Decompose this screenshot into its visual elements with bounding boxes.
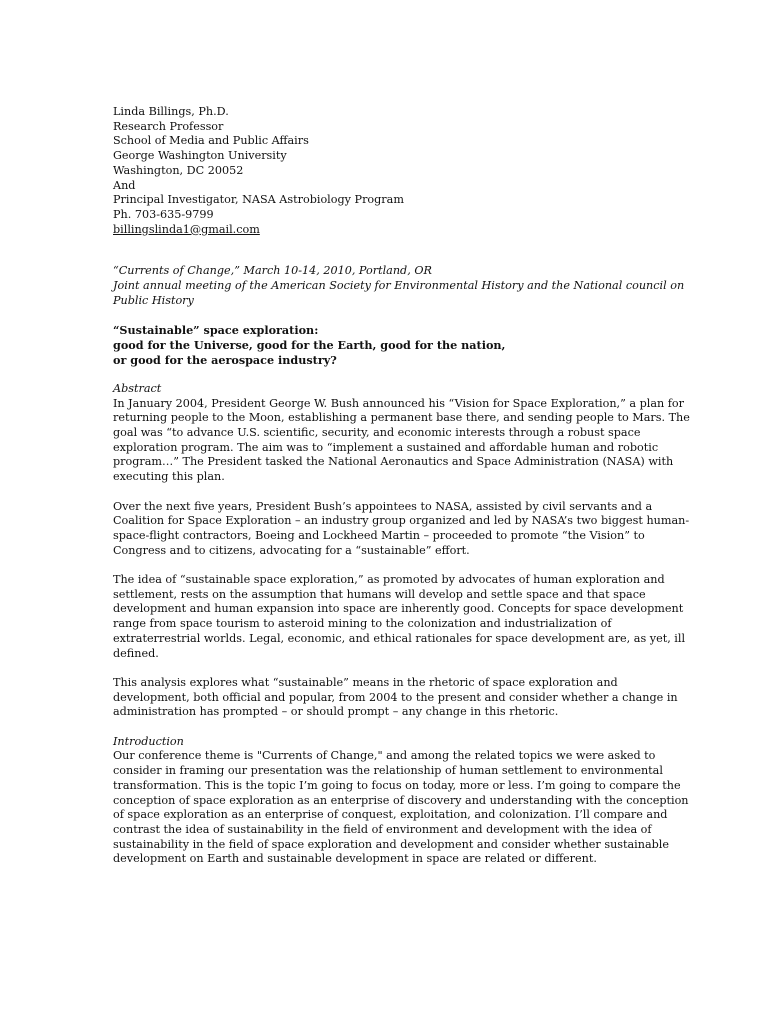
paragraph-line: of space exploration as an enterprise of conquest, exploitation, and colonization. I’ll compare and [113,808,668,822]
paragraph-line: consider in framing our presentation was the relationship of human settlement to environmental [113,764,663,778]
paragraph-line: goal was “to advance U.S. scientific, security, and economic interests through a robust space [113,426,641,440]
introduction-heading: Introduction [113,734,184,748]
abstract-paragraph-2 [113,499,690,559]
paragraph-line: returning people to the Moon, establishing a permanent base there, and sending people to Mars. The [113,411,690,425]
paragraph-line: The idea of “sustainable space exploration,” as promoted by advocates of human exploration and [113,573,665,587]
abstract-heading: Abstract [113,381,162,395]
abstract-section [113,381,690,720]
paragraph-line: Coalition for Space Exploration – an industry group organized and led by NASA’s two biggest human- [113,514,690,528]
author-address: Washington, DC 20052 [113,163,244,177]
paragraph-line: sustainability in the field of space exploration and development and consider whether sustainable [113,837,669,851]
paragraph-line: space-flight contractors, Boeing and Lockheed Martin – proceeded to promote “the Vision” to [113,528,645,542]
author-block [113,105,658,237]
paragraph-line: program…” The President tasked the National Aeronautics and Space Administration (NASA) with [113,455,674,469]
document-page [113,105,690,867]
conference-line-1: “Currents of Change,” March 10-14, 2010, Portland, OR [113,264,432,278]
abstract-paragraph-4 [113,675,678,720]
introduction-section [113,734,689,867]
title-line-3: or good for the aerospace industry? [113,352,337,367]
author-email-link[interactable]: billingslinda1@gmail.com [113,222,260,236]
introduction-paragraph-1 [113,749,689,867]
conference-info [113,264,685,308]
paragraph-line: Our conference theme is "Currents of Change," and among the related topics we were asked to [113,749,656,763]
author-school: School of Media and Public Affairs [113,134,309,148]
paragraph-line: administration has prompted – or should prompt – any change in this rhetoric. [113,705,559,719]
paragraph-line: exploration program. The aim was to “implement a sustained and affordable human and robotic [113,440,659,454]
paragraph-line: Over the next five years, President Bush’s appointees to NASA, assisted by civil servants and a [113,499,653,513]
author-title: Research Professor [113,119,224,133]
abstract-paragraph-3 [113,573,686,661]
author-name: Linda Billings, Ph.D. [113,105,229,118]
paragraph-line: executing this plan. [113,470,225,484]
paragraph-line: settlement, rests on the assumption that humans will develop and settle space and that space [113,587,646,601]
paragraph-line: This analysis explores what “sustainable” means in the rhetoric of space exploration and [113,675,618,689]
author-and: And [113,178,136,192]
paragraph-line: extraterrestrial worlds. Legal, economic, and ethical rationales for space development are, as yet, ill [113,631,686,645]
paragraph-line: development on Earth and sustainable development in space are related or different. [113,852,597,866]
paragraph-line: contrast the idea of sustainability in the field of environment and development with the idea of [113,822,652,836]
conference-line-2: Joint annual meeting of the American Society for Environmental History and the National council on [113,279,685,293]
paragraph-line: range from space tourism to asteroid mining to the colonization and industrialization of [113,617,612,631]
paragraph-line: defined. [113,646,159,660]
paragraph-line: conception of space exploration as an enterprise of discovery and understanding with the conception [113,793,689,807]
author-role: Principal Investigator, NASA Astrobiology Program [113,193,404,207]
paragraph-line: development, both official and popular, from 2004 to the present and consider whether a change in [113,690,678,704]
abstract-paragraph-1 [113,396,690,485]
paragraph-line: development and human expansion into space are inherently good. Concepts for space development [113,602,684,616]
author-phone: Ph. 703-635-9799 [113,207,214,221]
paragraph-line: In January 2004, President George W. Bush announced his “Vision for Space Exploration,” a plan for [113,396,685,410]
conference-line-3: Public History [113,293,194,307]
author-university: George Washington University [113,149,287,163]
title-line-2: good for the Universe, good for the Earth, good for the nation, [113,337,506,352]
paragraph-line: Congress and to citizens, advocating for a “sustainable” effort. [113,543,470,557]
title-line-1: “Sustainable” space exploration: [113,323,319,338]
paper-title [113,323,658,367]
paragraph-line: transformation. This is the topic I’m going to focus on today, more or less. I’m going to compare the [113,778,681,792]
